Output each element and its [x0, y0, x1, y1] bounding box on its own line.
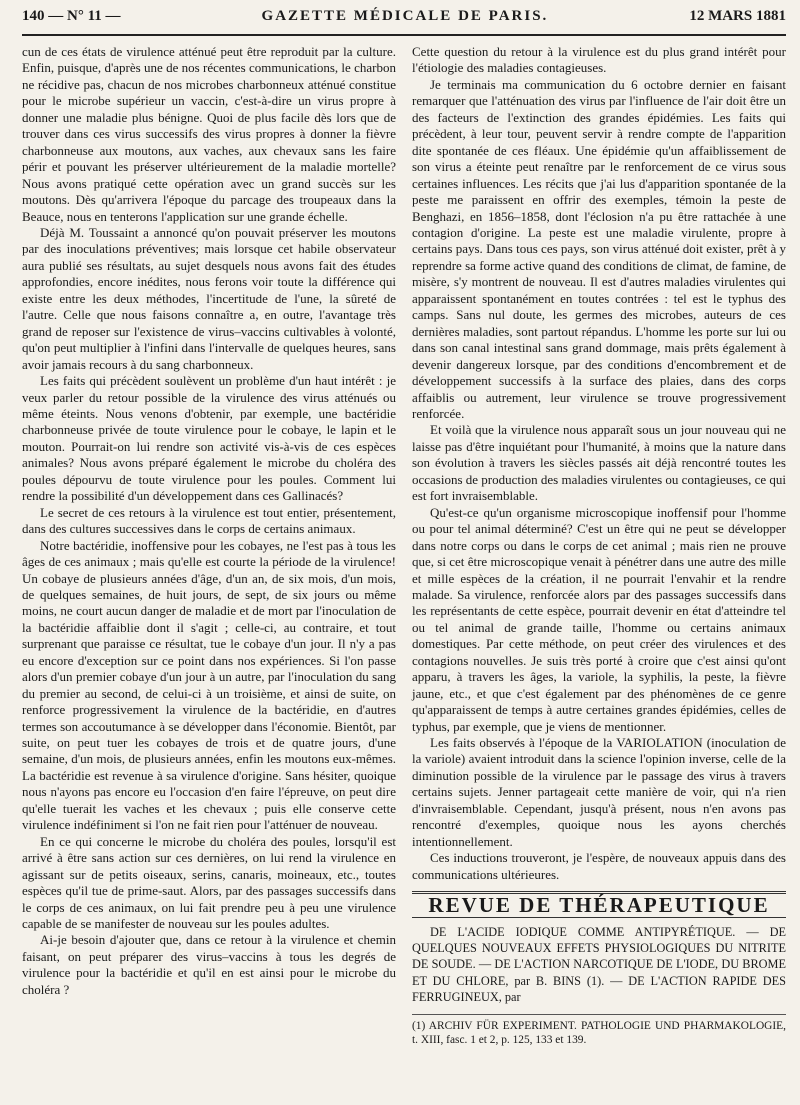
paragraph: Qu'est-ce qu'un organisme microscopique inoffensif pour l'homme ou pour tel animal déterminé? C'est un être qui ne peut se développer dans notre corps ou dans le corps de cet animal ; mais rien ne prouve que, si cet être microscopique venait à pénétrer dans une autre des mille et mille espèces de la création, il ne pourrait l'envahir et la rendre malade. Sa virulence, renforcée alors par des passages successifs dans les représentants de cette espèce, pourrait devenir en état d'atteindre tel ou tel animal de grande taille, l'homme ou certains animaux domestiques. Par cette méthode, on peut créer des virulences et des contagions nouvelles. Je suis très porté à croire que c'est ainsi qu'ont apparu, à travers les âges, la variole, la syphilis, la peste, la fièvre jaune, etc., et que c'est également par des phénomènes de ce genre qu'apparaissent de temps à autre certaines grandes épidémies, celles de typhus, par exemple, que je viens de mentionner. [412, 504, 786, 734]
paragraph: Les faits qui précèdent soulèvent un problème d'un haut intérêt : je veux parler du retour possible de la virulence des virus atténués ou même éteints. Nous venons d'obtenir, par exemple, une bactéridie charbonneuse privée de toute virulence pour le cobaye, le lapin et le mouton. Pourrait-on lui rendre son activité vis-à-vis de ces espèces animales? Nous avons préparé également le microbe du choléra des poules dépourvu de toute virulence pour les poules. Comment lui rendre la possibilité d'un développement dans ces Gallinacés? [22, 373, 396, 504]
paragraph: Le secret de ces retours à la virulence est tout entier, présentement, dans des cultures successives dans le corps de certains animaux. [22, 504, 396, 537]
page-number: 140 — N° 11 — [22, 8, 121, 24]
section-heading: REVUE DE THÉRAPEUTIQUE [412, 891, 786, 917]
paragraph: Cette question du retour à la virulence est du plus grand intérêt pour l'étiologie des maladies contagieuses. [412, 44, 786, 76]
journal-title: GAZETTE MÉDICALE DE PARIS. [261, 8, 549, 24]
right-column [412, 44, 786, 1047]
paragraph: cun de ces états de virulence atténué peut être reproduit par la culture. Enfin, puisque, d'après une de nos récentes communications, le charbon ne récidive pas, chacun de nos microbes charbonneux atténué constitue pour le microbe supérieur un vaccin, c'est-à-dire un virus propre à donner une maladie plus bénigne. Quoi de plus facile dès lors que de trouver dans ces virus successifs des virus propres à donner la fièvre charbonneuse aux moutons, aux vaches, aux chevaux sans les faire périr et pouvant les préserver ultérieurement de la maladie mortelle? Nous avons pratiqué cette opération avec un grand succès sur les moutons. Dès qu'arrivera l'époque du parcage des troupeaux dans la Beauce, nous en tenterons l'application sur une grande échelle. [22, 44, 396, 224]
paragraph: Ces inductions trouveront, je l'espère, de nouveaux appuis dans des communications ultérieures. [412, 850, 786, 882]
paragraph: Notre bactéridie, inoffensive pour les cobayes, ne l'est pas à tous les âges de ces animaux ; mais qu'elle est courte la période de la virulence! Un cobaye de plusieurs années d'âge, d'un an, de six mois, d'un mois, de quelques semaines, de huit jours, de sept, de six jours ou même moins, ne court aucun danger de maladie et de mort par l'inoculation de la bactéridie affaiblie dont il s'agit ; celle-ci, au contraire, et tout surprenant que paraisse ce résultat, tue le cobaye d'un jour. Il n'y a pas eu encore d'exception sur ce point dans nos expériences. Si l'on passe alors d'un premier cobaye d'un jour à un autre, par l'inoculation du sang du premier au second, de celui-ci à un troisième, et ainsi de suite, on renforce progressivement la virulence de la bactéridie, en d'autres termes son accoutumance à se développer dans l'économie. Bientôt, par suite, on peut tuer les cobayes de trois et de quatre jours, d'une semaine, d'un mois, de plusieurs années, enfin les moutons eux-mêmes. La bactéridie est revenue à sa virulence d'origine. Sans hésiter, quoique nous n'ayons pas encore eu l'occasion d'en faire l'épreuve, on peut dire qu'elle tuerait les vaches et les chevaux ; puis elle conserve cette virulence indéfiniment si l'on ne fait rien pour l'atténuer de nouveau. [22, 537, 396, 833]
article-columns [22, 44, 786, 1047]
paragraph: Déjà M. Toussaint a annoncé qu'on pouvait préserver les moutons par des inoculations préventives; mais lorsque cet habile observateur aura publié ses résultats, au sujet desquels nous avons fait des études approfondies, encore inédites, nous ferons voir toute la différence qui existe entre les deux méthodes, l'incertitude de l'une, la sûreté de l'autre. Celle que nous faisons connaître a, en outre, l'avantage très grand de reposer sur l'existence de virus–vaccins cultivables à volonté, qu'on peut multiplier à l'infini dans l'intervalle de quelques heures, sans avoir jamais recours à du sang charbonneux. [22, 224, 396, 372]
paragraph: Ai-je besoin d'ajouter que, dans ce retour à la virulence et chemin faisant, on peut préparer des virus–vaccins à tous les degrés de virulence pour la bactéridie et qu'il en est ainsi pour le microbe du choléra ? [22, 932, 396, 997]
footnote: (1) ARCHIV FÜR EXPERIMENT. PATHOLOGIE UND PHARMAKOLOGIE, t. XIII, fasc. 1 et 2, p. 125, 133 et 139. [412, 1014, 786, 1047]
paragraph: Les faits observés à l'époque de la VARIOLATION (inoculation de la variole) avaient introduit dans la science l'opinion inverse, celle de la diminution possible de la virulence par le passage des virus à travers certains sujets. Jenner partageait cette manière de voir, qui n'a rien d'invraisemblable. Cependant, jusqu'à présent, nous n'en avons pas rencontré d'exemples, quoique nous les ayons cherchés intentionnellement. [412, 735, 786, 849]
review-summary: DE L'ACIDE IODIQUE COMME ANTIPYRÉTIQUE. — DE QUELQUES NOUVEAUX EFFETS PHYSIOLOGIQUES DU NITRITE DE SOUDE. — DE L'ACTION NARCOTIQUE DE L'IODE, DU BROME ET DU CHLORE, par B. BINS (1). — DE L'ACTION RAPIDE DES FERRUGINEUX, par [412, 924, 786, 1005]
paragraph: En ce qui concerne le microbe du choléra des poules, lorsqu'il est arrivé à être sans action sur ces dernières, on lui rend la virulence en agissant sur de petits oiseaux, serins, canaris, moineaux, etc., toutes espèces qu'il tue de prime-saut. Alors, par des passages successifs dans le corps de ces animaux, on lui fait prendre peu à peu une virulence capable de se manifester de nouveau sur les poules adultes. [22, 833, 396, 932]
page-header [22, 0, 786, 36]
paragraph: Je terminais ma communication du 6 octobre dernier en faisant remarquer que l'atténuation des virus par l'influence de l'air doit être un des facteurs de l'extinction des grandes épidémies. Les faits qui précèdent, à leur tour, peuvent servir à rendre compte de l'apparition dite spontanée de ces fléaux. Une épidémie qu'un affaiblissement de son virus a éteinte peut renaître par le renforcement de ce virus sous certaines influences. Les récits que j'ai lus d'apparition spontanée de la peste me paraissent en offrir des exemples, témoin la peste de Benghazi, en 1856–1858, dont l'éclosion n'a pu être rattachée à une contagion d'origine. La peste est une maladie virulente, propre à certains pays. Dans tous ces pays, son virus atténué doit exister, prêt à y reprendre sa forme active quand des conditions de climat, de famine, de misère, s'y montrent de nouveau. Il est d'autres maladies virulentes qui apparaissent spontanément en toutes contrées : tel est le typhus des camps. Sans nul doute, les germes des microbes, auteurs de ces dernières maladies, sont partout répandus. L'homme les porte sur lui ou dans son canal intestinal sans grand dommage, mais prêts également à devenir dangereux lorsque, par des conditions d'encombrement et de développement successifs à la surface des plaies, dans des corps affaiblis ou autrement, leur virulence se trouve progressivement renforcée. [412, 76, 786, 421]
left-column [22, 44, 396, 1047]
paragraph: Et voilà que la virulence nous apparaît sous un jour nouveau qui ne laisse pas d'être inquiétant pour l'humanité, à moins que la nature dans son évolution à travers les siècles passés ait déjà rencontré toutes les occasions de production des maladies virulentes ou contagieuses, ce qui est fort invraisemblable. [412, 422, 787, 504]
issue-date: 12 MARS 1881 [689, 8, 786, 24]
